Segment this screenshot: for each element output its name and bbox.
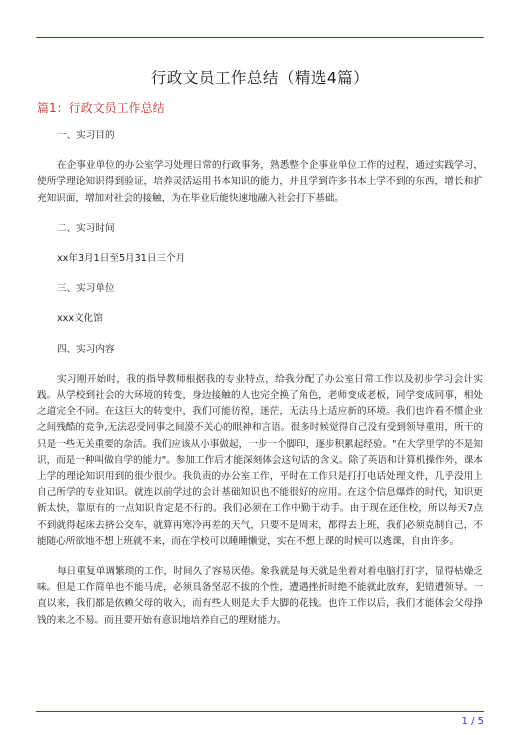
article-heading: 篇1：行政文员工作总结 [37, 101, 165, 115]
paragraph: xx年3月1日至5月31日三个月 [57, 253, 186, 265]
paragraph: 实习刚开始时，我的指导教师根据我的专业特点，给我分配了办公室日常工作以及初步学习会计实践。从学校到社会的大环境的转变，身边接触的人也完全换了角色，老师变成老板，同学变成同事，相处之道完全不同。在这巨大的转变中，我们可能彷徨，迷茫，无法马上适应新的环境。我们也许看不惯企业之间残酷的竞争,无法忍受同事之间漠不关心的眼神和言语。很多时候觉得自己没有受到领导重用，所干的只是一些无关重要的杂活。我们应该从小事做起，一步一个脚印，逐步积累起经验。"在大学里学的不是知识，而是一种叫做自学的能力"。参加工作后才能深刻体会这句话的含义。除了英语和计算机操作外，课本上学的理论知识用到的很少很少。我负责的办公室工作，平时在工作只是打打电话处理文件，几乎没用上自己所学的专业知识。就连以前学过的会计基础知识也不能很好的应用。在这个信息爆炸的时代，知识更新太快，靠原有的一点知识肯定是不行的。我们必须在工作中勤于动手。由于现在还住校，所以每天7点不到就得起床去挤公交车，就算再寒冷再差的天气，只要不是周末，都得去上班，我们必须克制自己，不能随心所欲地不想上班就不来，而在学校可以睡睡懒觉，实在不想上课的时候可以逃课，自由许多。 [37, 373, 483, 547]
section-heading: 四、实习内容 [57, 343, 115, 355]
page-indicator: 1 / 5 [461, 716, 484, 727]
header-rule [36, 37, 484, 38]
section-heading: 二、实习时间 [57, 222, 115, 234]
document-title: 行政文员工作总结（精选4篇） [150, 69, 370, 87]
footer-rule [36, 711, 484, 712]
section-heading: 一、实习目的 [57, 130, 115, 141]
paragraph: 在企事业单位的办公室学习处理日常的行政事务，熟悉整个企事业单位工作的过程，通过实践学习，使所学理论知识得到验证，培养灵活运用书本知识的能力，并且学到许多书本上学不到的东西，增长和扩充知识面，增加对社会的接触，为在毕业后能快速地融入社会打下基础。 [37, 160, 483, 204]
paragraph: 每日重复单调繁琐的工作，时间久了容易厌倦。象我就是每天就是坐着对着电脑打打字，显得枯燥乏味。但是工作简单也不能马虎，必须具备坚忍不拔的个性，遭遇挫折时绝不能就此放弃，犯错遭领导。一直以来，我们都是依赖父母的收入，而有些人则是大手大脚的花钱。也许工作以后，我们才能体会父母挣钱的来之不易。而且要开始有意识地培养自己的理财能力。 [37, 566, 483, 626]
section-heading: 三、实习单位 [57, 283, 115, 295]
document-body [37, 128, 483, 643]
paragraph: xxx文化馆 [57, 313, 103, 325]
